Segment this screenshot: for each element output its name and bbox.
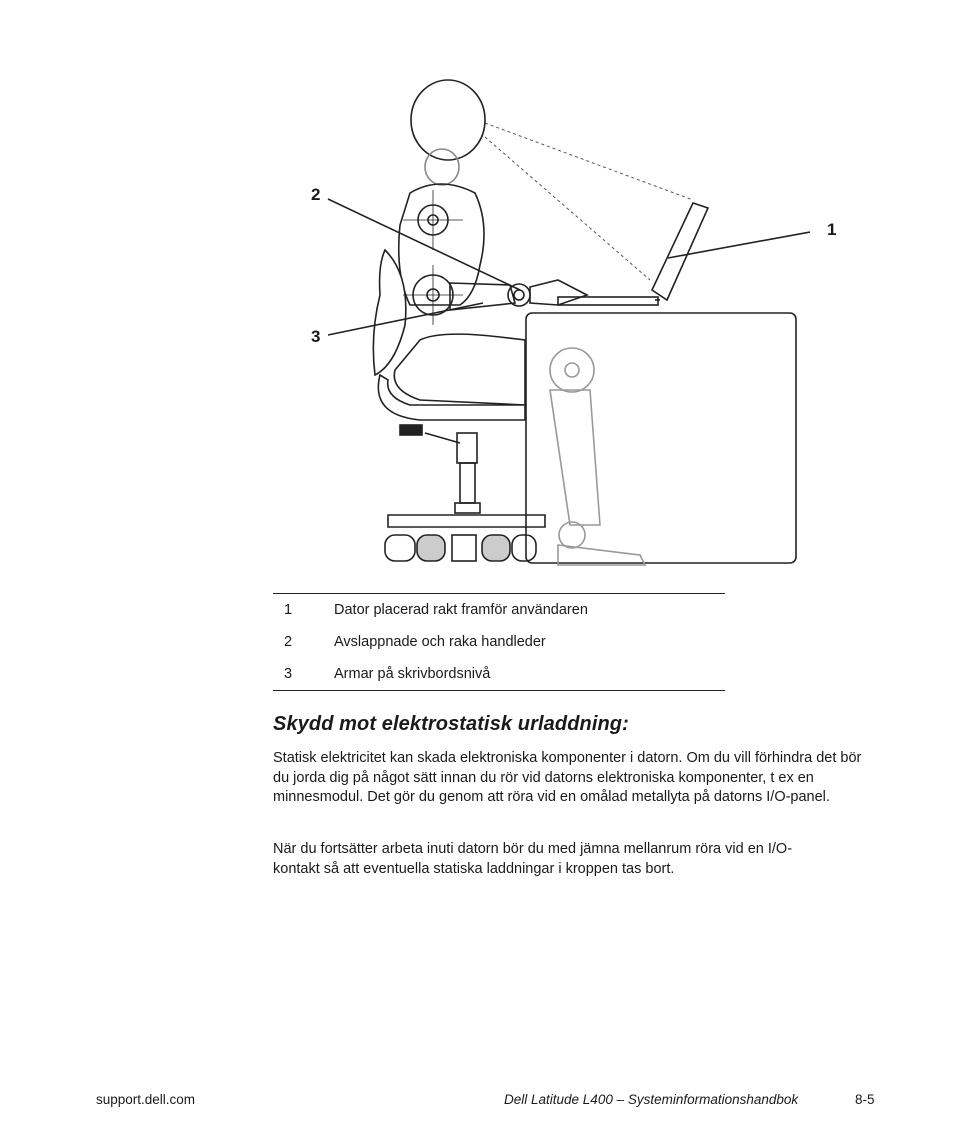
body-paragraph-2: När du fortsätter arbeta inuti datorn bör du med jämna mellanrum röra vid en I/O-kontakt så att eventuella statiska laddningar i kroppen tas bort. [273, 841, 793, 877]
callout-2: 2 [311, 185, 321, 204]
legend-text: Avslappnade och raka handleder [334, 634, 546, 650]
legend-number: 3 [284, 666, 293, 682]
legend-text: Dator placerad rakt framför användaren [334, 602, 588, 618]
head-shape [411, 80, 485, 160]
legend-number: 1 [284, 602, 293, 618]
footer-document-title: Dell Latitude L400 – Systeminformationshandbok [504, 1092, 799, 1107]
section-heading: Skydd mot elektrostatisk urladdning: [273, 713, 629, 735]
callout-1: 1 [827, 220, 837, 239]
seated-user-diagram [300, 75, 810, 570]
legend-row [273, 626, 725, 658]
footer-website: support.dell.com [96, 1092, 196, 1107]
footer-page-number: 8-5 [855, 1092, 875, 1107]
body-paragraph-1: Statisk elektricitet kan skada elektroniska komponenter i datorn. Om du vill förhindra det bör du jorda dig på något sätt innan du rör vid datorns elektroniska komponenter, t ex en minnesmodul. Det gör du genom att röra vid en omålad metallyta på datorns I/O-panel. [273, 750, 862, 805]
legend-row [273, 594, 725, 627]
callout-3: 3 [311, 327, 321, 346]
callout-legend-table [273, 593, 725, 691]
legend-text: Armar på skrivbordsnivå [334, 666, 491, 682]
ergonomics-illustration [300, 75, 837, 570]
legend-number: 2 [284, 634, 293, 650]
legend-row [273, 658, 725, 691]
